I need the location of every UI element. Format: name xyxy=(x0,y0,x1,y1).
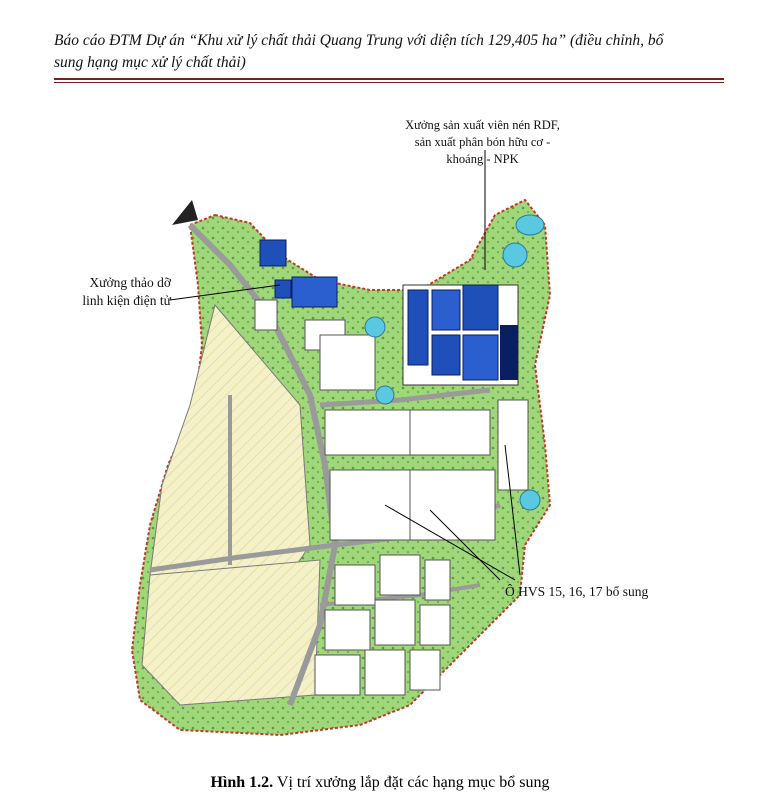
landfill-lower-left xyxy=(142,560,320,705)
site-plan-map xyxy=(120,105,620,765)
hvs-cell-15 xyxy=(325,410,490,455)
hvs-cell-17 xyxy=(498,400,528,490)
header-rule-thick xyxy=(54,78,724,80)
label-hvs-cells: Ô HVS 15, 16, 17 bổ sung xyxy=(505,584,649,599)
label-electronics-dismantling: Xưởng thảo dỡ linh kiện điện tử xyxy=(82,275,171,308)
header-rule-thin xyxy=(54,82,724,83)
header-line-2: sung hạng mục xử lý chất thải) xyxy=(54,54,246,71)
document-header xyxy=(54,30,724,74)
header-line-1: Báo cáo ĐTM Dự án “Khu xử lý chất thải Quang Trung với diện tích 129,405 ha” (điều chỉnh, bổ xyxy=(54,32,664,49)
caption-text: Vị trí xưởng lắp đặt các hạng mục bổ sung xyxy=(273,774,550,791)
hvs-cell-16 xyxy=(330,470,495,540)
caption-label: Hình 1.2. xyxy=(210,774,274,791)
label-rdf-npk: Xưởng sản xuất viên nén RDF, sản xuất phân bón hữu cơ - khoáng - NPK xyxy=(405,118,560,166)
figure-caption xyxy=(0,774,760,792)
building-electronics xyxy=(260,240,286,266)
lower-cell-grid xyxy=(315,555,450,695)
